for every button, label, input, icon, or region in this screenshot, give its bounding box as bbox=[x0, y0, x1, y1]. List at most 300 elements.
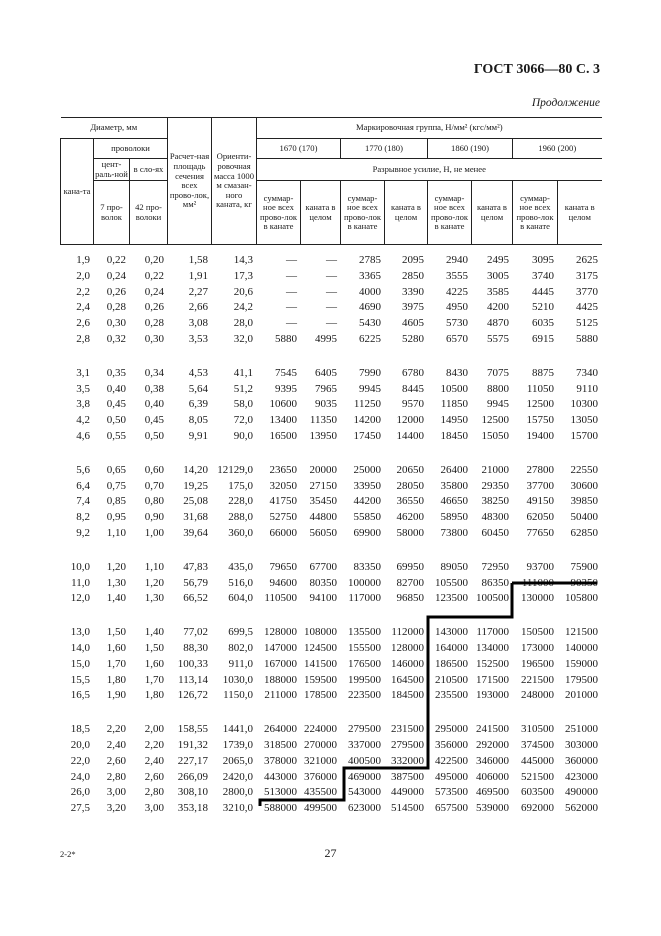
table-cell: 387500 bbox=[391, 770, 424, 783]
table-cell: 2,6 bbox=[76, 317, 90, 330]
table-cell: 423000 bbox=[565, 770, 598, 783]
table-cell: 39,64 bbox=[183, 526, 208, 539]
table-cell: 158,55 bbox=[177, 723, 208, 736]
table-cell: 36550 bbox=[396, 495, 424, 508]
table-cell: 7965 bbox=[315, 382, 337, 395]
center-wire-header: цент-раль-ной bbox=[94, 159, 130, 181]
table-cell: 72,0 bbox=[233, 414, 253, 427]
table-cell: 13050 bbox=[570, 414, 598, 427]
table-cell: 11850 bbox=[440, 398, 468, 411]
table-cell: 12500 bbox=[481, 414, 509, 427]
table-cell: 802,0 bbox=[228, 641, 253, 654]
group-gap bbox=[60, 445, 601, 463]
table-cell: 264000 bbox=[264, 723, 297, 736]
table-cell: 2,80 bbox=[144, 786, 164, 799]
table-cell: 2,40 bbox=[144, 754, 164, 767]
table-cell: 164000 bbox=[435, 641, 468, 654]
table-cell: 94600 bbox=[269, 576, 297, 589]
table-cell: 75900 bbox=[570, 560, 598, 573]
table-cell: 2095 bbox=[402, 254, 424, 266]
table-cell: 7075 bbox=[487, 366, 509, 379]
group-gap bbox=[60, 542, 601, 560]
table-cell: 56,79 bbox=[183, 576, 208, 589]
table-row bbox=[60, 366, 601, 382]
table-cell: 1,30 bbox=[144, 592, 164, 605]
table-cell: 303000 bbox=[565, 738, 598, 751]
table-cell: 514500 bbox=[391, 802, 424, 815]
table-cell: 1,60 bbox=[106, 641, 126, 654]
table-row bbox=[60, 316, 601, 332]
table-cell: 2785 bbox=[359, 254, 381, 266]
table-cell: 2495 bbox=[487, 254, 509, 266]
table-cell: 5125 bbox=[576, 317, 598, 330]
table-cell: 692000 bbox=[521, 802, 554, 815]
table-cell: 2940 bbox=[446, 254, 468, 266]
table-cell: 513000 bbox=[264, 786, 297, 799]
table-cell: 9945 bbox=[359, 382, 381, 395]
table-cell: 4995 bbox=[315, 332, 337, 345]
table-cell: 146000 bbox=[391, 657, 424, 670]
footer-note: 2-2* bbox=[60, 849, 76, 859]
table-cell: — bbox=[326, 317, 337, 330]
table-cell: 573500 bbox=[435, 786, 468, 799]
table-cell: 1,9 bbox=[76, 254, 90, 266]
table-cell: — bbox=[326, 254, 337, 266]
table-cell: 562000 bbox=[565, 802, 598, 815]
table-cell: 0,65 bbox=[106, 463, 126, 476]
table-cell: 8800 bbox=[487, 382, 509, 395]
table-cell: 210500 bbox=[435, 673, 468, 686]
table-cell: 1,50 bbox=[106, 626, 126, 639]
table-cell: 516,0 bbox=[228, 576, 253, 589]
table-cell: 16,5 bbox=[70, 689, 90, 702]
table-cell: 3,53 bbox=[188, 332, 208, 345]
table-cell: 604,0 bbox=[228, 592, 253, 605]
table-cell: 4,2 bbox=[76, 414, 90, 427]
table-cell: 123500 bbox=[435, 592, 468, 605]
table-cell: 346000 bbox=[476, 754, 509, 767]
table-cell: 2,20 bbox=[106, 723, 126, 736]
table-cell: 199500 bbox=[348, 673, 381, 686]
table-cell: 2,2 bbox=[76, 285, 90, 298]
table-cell: 2,8 bbox=[76, 332, 90, 345]
table-cell: 248000 bbox=[521, 689, 554, 702]
table-cell: 1,60 bbox=[144, 657, 164, 670]
table-cell: 134000 bbox=[476, 641, 509, 654]
table-cell: 93700 bbox=[526, 560, 554, 573]
table-cell: 3,00 bbox=[106, 786, 126, 799]
table-cell: 7340 bbox=[576, 366, 598, 379]
table-cell: 72950 bbox=[481, 560, 509, 573]
table-cell: 10500 bbox=[440, 382, 468, 395]
table-cell: 33950 bbox=[353, 479, 381, 492]
table-cell: 22550 bbox=[570, 463, 598, 476]
table-cell: 11,0 bbox=[71, 576, 90, 589]
table-row bbox=[60, 801, 601, 817]
table-cell: 0,40 bbox=[106, 382, 126, 395]
table-cell: 5880 bbox=[275, 332, 297, 345]
table-cell: 49150 bbox=[526, 495, 554, 508]
table-cell: 9570 bbox=[402, 398, 424, 411]
table-cell: 406000 bbox=[476, 770, 509, 783]
table-cell: 11050 bbox=[526, 382, 554, 395]
table-cell: 2,40 bbox=[106, 738, 126, 751]
table-cell: 3210,0 bbox=[222, 802, 253, 815]
table-cell: 2625 bbox=[576, 254, 598, 266]
table-cell: 188000 bbox=[264, 673, 297, 686]
table-cell: 48300 bbox=[481, 511, 509, 524]
table-cell: 2,00 bbox=[144, 723, 164, 736]
table-cell: 4690 bbox=[359, 301, 381, 314]
table-cell: 121500 bbox=[565, 626, 598, 639]
table-cell: 13,0 bbox=[70, 626, 90, 639]
table-cell: 6035 bbox=[532, 317, 554, 330]
table-cell: 7990 bbox=[359, 366, 381, 379]
table-cell: 41750 bbox=[269, 495, 297, 508]
table-cell: 0,28 bbox=[144, 317, 164, 330]
table-cell: 6,4 bbox=[76, 479, 90, 492]
grade-2-header: 1770 (180) bbox=[341, 139, 428, 159]
table-cell: 231500 bbox=[391, 723, 424, 736]
table-cell: 35800 bbox=[440, 479, 468, 492]
data-table bbox=[60, 253, 601, 817]
table-row bbox=[60, 576, 601, 592]
table-cell: 14,20 bbox=[183, 463, 208, 476]
sum-force-2-header: суммар-ное всех прово-лок в канате bbox=[341, 181, 385, 245]
table-cell: 26400 bbox=[440, 463, 468, 476]
table-cell: 0,70 bbox=[144, 479, 164, 492]
table-cell: 67700 bbox=[309, 560, 337, 573]
table-cell: — bbox=[286, 254, 297, 266]
table-cell: 1030,0 bbox=[222, 673, 253, 686]
table-cell: 167000 bbox=[264, 657, 297, 670]
table-cell: 19400 bbox=[526, 429, 554, 442]
table-cell: 155500 bbox=[348, 641, 381, 654]
table-cell: 3585 bbox=[487, 285, 509, 298]
table-cell: 360000 bbox=[565, 754, 598, 767]
table-row bbox=[60, 673, 601, 689]
table-cell: 539000 bbox=[476, 802, 509, 815]
table-cell: 6915 bbox=[532, 332, 554, 345]
table-cell: 11350 bbox=[309, 414, 337, 427]
table-cell: 6405 bbox=[315, 366, 337, 379]
table-cell: 89050 bbox=[440, 560, 468, 573]
table-cell: 435,0 bbox=[228, 560, 253, 573]
table-cell: 1,50 bbox=[144, 641, 164, 654]
table-cell: 0,30 bbox=[144, 332, 164, 345]
table-cell: 279500 bbox=[391, 738, 424, 751]
table-cell: 9035 bbox=[315, 398, 337, 411]
table-cell: 8875 bbox=[532, 366, 554, 379]
table-cell: 112000 bbox=[391, 626, 424, 639]
table-cell: 1,10 bbox=[144, 560, 164, 573]
table-cell: 8,2 bbox=[76, 511, 90, 524]
table-cell: 12,0 bbox=[70, 592, 90, 605]
table-cell: 20,0 bbox=[70, 738, 90, 751]
table-cell: 10600 bbox=[269, 398, 297, 411]
table-cell: 35450 bbox=[309, 495, 337, 508]
table-cell: 1,10 bbox=[106, 526, 126, 539]
table-cell: 0,28 bbox=[106, 301, 126, 314]
table-row bbox=[60, 625, 601, 641]
table-cell: 4,53 bbox=[188, 366, 208, 379]
table-cell: 20,6 bbox=[233, 285, 253, 298]
table-cell: 449000 bbox=[391, 786, 424, 799]
table-cell: 50400 bbox=[570, 511, 598, 524]
table-cell: 32050 bbox=[269, 479, 297, 492]
table-cell: — bbox=[326, 285, 337, 298]
table-cell: 2,66 bbox=[188, 301, 208, 314]
table-cell: 77650 bbox=[526, 526, 554, 539]
table-cell: 2,4 bbox=[76, 301, 90, 314]
table-cell: 7,4 bbox=[76, 495, 90, 508]
table-cell: 56050 bbox=[309, 526, 337, 539]
table-row bbox=[60, 479, 601, 495]
table-cell: 47,83 bbox=[183, 560, 208, 573]
table-cell: 3,08 bbox=[188, 317, 208, 330]
rope-force-4-header: каната в целом bbox=[558, 181, 602, 245]
table-cell: — bbox=[286, 301, 297, 314]
continuation-label: Продолжение bbox=[531, 97, 600, 109]
table-cell: 378000 bbox=[264, 754, 297, 767]
table-cell: 135500 bbox=[348, 626, 381, 639]
table-cell: 46200 bbox=[396, 511, 424, 524]
table-row bbox=[60, 785, 601, 801]
grade-4-header: 1960 (200) bbox=[513, 139, 602, 159]
table-cell: 90350 bbox=[570, 576, 598, 589]
table-cell: 196500 bbox=[521, 657, 554, 670]
table-cell: 0,50 bbox=[106, 414, 126, 427]
table-cell: 308,10 bbox=[177, 786, 208, 799]
table-cell: 7545 bbox=[275, 366, 297, 379]
table-cell: 400500 bbox=[348, 754, 381, 767]
table-row bbox=[60, 591, 601, 607]
table-cell: 356000 bbox=[435, 738, 468, 751]
table-cell: 5730 bbox=[446, 317, 468, 330]
table-cell: 1441,0 bbox=[222, 723, 253, 736]
table-cell: 22,0 bbox=[70, 754, 90, 767]
table-cell: 0,34 bbox=[144, 366, 164, 379]
table-cell: 1,30 bbox=[106, 576, 126, 589]
table-cell: 66,52 bbox=[183, 592, 208, 605]
group-gap bbox=[60, 607, 601, 625]
rope-force-3-header: каната в целом bbox=[472, 181, 513, 245]
table-cell: 0,55 bbox=[106, 429, 126, 442]
table-cell: 3175 bbox=[576, 269, 598, 282]
table-cell: 12000 bbox=[396, 414, 424, 427]
table-cell: 12500 bbox=[526, 398, 554, 411]
table-cell: 18,5 bbox=[70, 723, 90, 736]
table-cell: 360,0 bbox=[228, 526, 253, 539]
table-row bbox=[60, 463, 601, 479]
table-cell: 15750 bbox=[526, 414, 554, 427]
table-cell: 435500 bbox=[304, 786, 337, 799]
table-cell: 38250 bbox=[481, 495, 509, 508]
table-cell: 4605 bbox=[402, 317, 424, 330]
group-gap bbox=[60, 704, 601, 722]
table-cell: 128000 bbox=[264, 626, 297, 639]
table-cell: 2,60 bbox=[106, 754, 126, 767]
table-cell: 288,0 bbox=[228, 511, 253, 524]
table-cell: 0,32 bbox=[106, 332, 126, 345]
table-cell: 69950 bbox=[396, 560, 424, 573]
table-row bbox=[60, 413, 601, 429]
table-cell: 62050 bbox=[526, 511, 554, 524]
table-row bbox=[60, 526, 601, 542]
table-cell: 32,0 bbox=[233, 332, 253, 345]
table-cell: 62850 bbox=[570, 526, 598, 539]
table-cell: 105800 bbox=[565, 592, 598, 605]
table-cell: 11250 bbox=[353, 398, 381, 411]
table-cell: 1150,0 bbox=[223, 689, 253, 702]
table-cell: 5210 bbox=[532, 301, 554, 314]
table-cell: 117000 bbox=[476, 626, 509, 639]
table-cell: 25000 bbox=[353, 463, 381, 476]
table-cell: 374500 bbox=[521, 738, 554, 751]
table-cell: 58950 bbox=[440, 511, 468, 524]
table-row bbox=[60, 641, 601, 657]
table-cell: 469000 bbox=[348, 770, 381, 783]
table-cell: 337000 bbox=[348, 738, 381, 751]
table-cell: — bbox=[326, 269, 337, 282]
table-cell: 191,32 bbox=[177, 738, 208, 751]
table-cell: 24,2 bbox=[233, 301, 253, 314]
table-cell: 12129,0 bbox=[217, 463, 253, 476]
table-cell: — bbox=[326, 301, 337, 314]
table-cell: 17,3 bbox=[233, 269, 253, 282]
table-cell: 159500 bbox=[304, 673, 337, 686]
table-cell: 3,00 bbox=[144, 802, 164, 815]
table-cell: 3095 bbox=[532, 254, 554, 266]
table-cell: 171500 bbox=[476, 673, 509, 686]
table-row bbox=[60, 688, 601, 704]
table-cell: 10,0 bbox=[70, 560, 90, 573]
table-cell: 211000 bbox=[264, 689, 297, 702]
mass-header: Ориенти-ровочная масса 1000 м смазан-ного каната, кг bbox=[212, 118, 257, 245]
table-cell: 445000 bbox=[521, 754, 554, 767]
table-cell: 16500 bbox=[269, 429, 297, 442]
table-cell: 25,08 bbox=[183, 495, 208, 508]
table-cell: 490000 bbox=[565, 786, 598, 799]
table-row bbox=[60, 332, 601, 348]
table-cell: 20000 bbox=[309, 463, 337, 476]
table-cell: 44200 bbox=[353, 495, 381, 508]
table-cell: 321000 bbox=[304, 754, 337, 767]
document-code: ГОСТ 3066—80 С. 3 bbox=[473, 62, 600, 77]
table-cell: 221500 bbox=[521, 673, 554, 686]
table-cell: 0,95 bbox=[106, 511, 126, 524]
table-cell: 911,0 bbox=[228, 657, 253, 670]
table-cell: 79650 bbox=[269, 560, 297, 573]
table-cell: 69900 bbox=[353, 526, 381, 539]
table-cell: 1,90 bbox=[106, 689, 126, 702]
table-cell: 9110 bbox=[576, 382, 598, 395]
table-cell: 603500 bbox=[521, 786, 554, 799]
table-cell: 83350 bbox=[353, 560, 381, 573]
table-cell: 224000 bbox=[304, 723, 337, 736]
table-cell: 0,50 bbox=[144, 429, 164, 442]
table-cell: 223500 bbox=[348, 689, 381, 702]
table-cell: — bbox=[286, 269, 297, 282]
table-cell: 0,24 bbox=[144, 285, 164, 298]
table-cell: 100000 bbox=[348, 576, 381, 589]
table-cell: 0,35 bbox=[106, 366, 126, 379]
grade-1-header: 1670 (170) bbox=[257, 139, 341, 159]
table-cell: 0,45 bbox=[144, 414, 164, 427]
table-cell: 55850 bbox=[353, 511, 381, 524]
table-cell: 184500 bbox=[391, 689, 424, 702]
table-cell: 318500 bbox=[264, 738, 297, 751]
table-cell: 141500 bbox=[304, 657, 337, 670]
table-cell: 4,6 bbox=[76, 429, 90, 442]
table-row bbox=[60, 510, 601, 526]
table-cell: 5280 bbox=[402, 332, 424, 345]
table-cell: 4445 bbox=[532, 285, 554, 298]
table-cell: 292000 bbox=[476, 738, 509, 751]
table-row bbox=[60, 494, 601, 510]
table-cell: 5,6 bbox=[76, 463, 90, 476]
table-cell: 41,1 bbox=[233, 366, 253, 379]
table-cell: 27800 bbox=[526, 463, 554, 476]
table-cell: 422500 bbox=[435, 754, 468, 767]
table-cell: 5,64 bbox=[188, 382, 208, 395]
table-cell: 376000 bbox=[304, 770, 337, 783]
table-cell: 2,20 bbox=[144, 738, 164, 751]
area-header: Расчет-ная площадь сечения всех прово-лок, мм² bbox=[168, 118, 212, 245]
table-cell: 147000 bbox=[264, 641, 297, 654]
table-cell: 279500 bbox=[348, 723, 381, 736]
table-cell: 176500 bbox=[348, 657, 381, 670]
table-cell: 28,0 bbox=[233, 317, 253, 330]
table-cell: 3,8 bbox=[76, 398, 90, 411]
table-cell: 201000 bbox=[565, 689, 598, 702]
table-cell: 241500 bbox=[476, 723, 509, 736]
table-cell: 90,0 bbox=[233, 429, 253, 442]
grade-3-header: 1860 (190) bbox=[428, 139, 513, 159]
table-cell: 66000 bbox=[269, 526, 297, 539]
table-cell: 1,20 bbox=[144, 576, 164, 589]
table-cell: 20650 bbox=[396, 463, 424, 476]
table-cell: 39850 bbox=[570, 495, 598, 508]
table-cell: 2,80 bbox=[106, 770, 126, 783]
table-row bbox=[60, 754, 601, 770]
table-cell: 1,70 bbox=[144, 673, 164, 686]
table-cell: 111000 bbox=[521, 576, 554, 589]
table-cell: 588000 bbox=[264, 802, 297, 815]
table-cell: 21000 bbox=[481, 463, 509, 476]
table-cell: 6780 bbox=[402, 366, 424, 379]
table-cell: 4000 bbox=[359, 285, 381, 298]
table-cell: 3365 bbox=[359, 269, 381, 282]
table-cell: 37700 bbox=[526, 479, 554, 492]
table-cell: 0,22 bbox=[106, 254, 126, 266]
table-cell: 117000 bbox=[348, 592, 381, 605]
table-cell: 2,27 bbox=[188, 285, 208, 298]
table-cell: 469500 bbox=[476, 786, 509, 799]
table-cell: 14,3 bbox=[233, 254, 253, 266]
seven-wires-header: 7 про-волок bbox=[94, 181, 130, 245]
rope-force-1-header: каната в целом bbox=[301, 181, 341, 245]
table-cell: 1,80 bbox=[144, 689, 164, 702]
table-cell: 8430 bbox=[446, 366, 468, 379]
table-cell: 130000 bbox=[521, 592, 554, 605]
table-cell: 0,30 bbox=[106, 317, 126, 330]
table-cell: 4870 bbox=[487, 317, 509, 330]
table-cell: 266,09 bbox=[177, 770, 208, 783]
table-cell: — bbox=[286, 317, 297, 330]
table-cell: 110500 bbox=[264, 592, 297, 605]
table-cell: 18450 bbox=[440, 429, 468, 442]
